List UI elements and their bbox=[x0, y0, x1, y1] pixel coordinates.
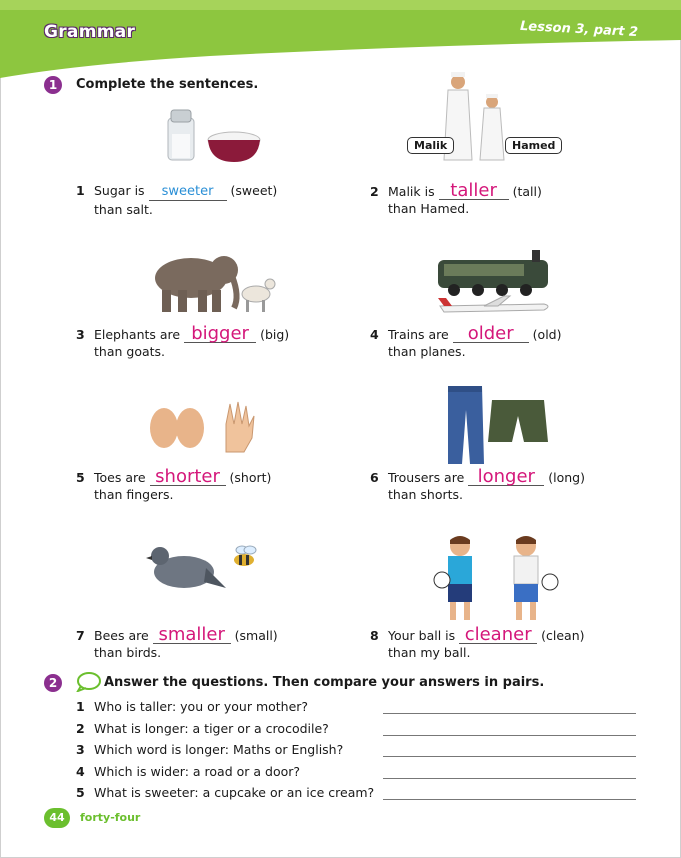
answer-line-1[interactable] bbox=[383, 713, 636, 714]
sentence-item-1: 1 Sugar is sweeter (sweet) than salt. bbox=[76, 183, 278, 217]
question-text: What is sweeter: a cupcake or an ice cream? bbox=[94, 785, 375, 800]
sentence-4-end: than planes. bbox=[388, 344, 466, 359]
hint-4: (old) bbox=[532, 327, 562, 342]
sentence-8-start: Your ball is bbox=[388, 628, 456, 643]
exercise-2-number: 2 bbox=[44, 674, 62, 692]
speech-bubble-icon bbox=[76, 672, 102, 692]
sentence-5-start: Toes are bbox=[94, 470, 146, 485]
label-malik: Malik bbox=[407, 137, 454, 154]
page-title: Grammar bbox=[44, 22, 136, 42]
lesson-label: Lesson 3, part 2 bbox=[519, 18, 639, 41]
elephant-goat-image bbox=[146, 250, 276, 316]
sentence-item-6: 6 Trousers are longer (long) than shorts. bbox=[370, 466, 585, 502]
answer-line-5[interactable] bbox=[383, 799, 636, 800]
question-text: Which is wider: a road or a door? bbox=[94, 764, 301, 779]
bird-bee-image bbox=[146, 538, 270, 596]
sentence-7-start: Bees are bbox=[94, 628, 149, 643]
question-text: Who is taller: you or your mother? bbox=[94, 699, 309, 714]
hint-2: (tall) bbox=[512, 184, 542, 199]
sentence-6-start: Trousers are bbox=[388, 470, 465, 485]
sentence-4-start: Trains are bbox=[388, 327, 449, 342]
sentence-item-4: 4 Trains are older (old) than planes. bbox=[370, 323, 562, 359]
sentence-item-2: 2 Malik is taller (tall) than Hamed. bbox=[370, 180, 542, 216]
label-hamed: Hamed bbox=[505, 137, 562, 154]
sentence-2-end: than Hamed. bbox=[388, 201, 470, 216]
question-row: 4 Which is wider: a road or a door? bbox=[76, 764, 636, 782]
sentence-item-5: 5 Toes are shorter (short) than fingers. bbox=[76, 466, 272, 502]
train-plane-image bbox=[434, 244, 556, 320]
question-text: Which word is longer: Maths or English? bbox=[94, 742, 344, 757]
sentence-6-end: than shorts. bbox=[388, 487, 463, 502]
hint-7: (small) bbox=[234, 628, 278, 643]
hint-6: (long) bbox=[548, 470, 585, 485]
sentence-1-start: Sugar is bbox=[94, 183, 145, 198]
page-number: 44 bbox=[44, 808, 70, 828]
sentence-5-end: than fingers. bbox=[94, 487, 174, 502]
exercise-2-instruction: Answer the questions. Then compare your answers in pairs. bbox=[104, 675, 545, 690]
sentence-1-end: than salt. bbox=[94, 202, 153, 217]
answer-6: longer bbox=[468, 468, 544, 486]
question-row: 3 Which word is longer: Maths or English? bbox=[76, 742, 636, 760]
sentence-3-end: than goats. bbox=[94, 344, 166, 359]
answer-5: shorter bbox=[150, 468, 226, 486]
exercise-1-instruction: Complete the sentences. bbox=[76, 77, 259, 92]
hint-3: (big) bbox=[260, 327, 290, 342]
toes-fingers-image bbox=[146, 398, 266, 454]
question-row: 1 Who is taller: you or your mother? bbox=[76, 699, 636, 717]
sentence-2-start: Malik is bbox=[388, 184, 435, 199]
answer-7: smaller bbox=[153, 626, 231, 644]
page-number-words: forty-four bbox=[80, 811, 141, 824]
question-row: 5 What is sweeter: a cupcake or an ice cream? bbox=[76, 785, 636, 803]
sentence-7-end: than birds. bbox=[94, 645, 162, 660]
trousers-shorts-image bbox=[444, 384, 548, 466]
answer-2: taller bbox=[439, 182, 509, 200]
sentence-8-end: than my ball. bbox=[388, 645, 471, 660]
hint-8: (clean) bbox=[541, 628, 585, 643]
answer-line-2[interactable] bbox=[383, 735, 636, 736]
answer-4: older bbox=[453, 325, 529, 343]
exercise-1-number: 1 bbox=[44, 76, 62, 94]
answer-line-4[interactable] bbox=[383, 778, 636, 779]
salt-sugar-image bbox=[162, 104, 262, 164]
question-row: 2 What is longer: a tiger or a crocodile? bbox=[76, 721, 636, 739]
answer-1: sweeter bbox=[149, 183, 227, 201]
question-text: What is longer: a tiger or a crocodile? bbox=[94, 721, 329, 736]
sentence-item-8: 8 Your ball is cleaner (clean) than my ball. bbox=[370, 624, 585, 660]
answer-line-3[interactable] bbox=[383, 756, 636, 757]
answer-3: bigger bbox=[184, 325, 256, 343]
hint-1: (sweet) bbox=[230, 183, 278, 198]
hint-5: (short) bbox=[229, 470, 272, 485]
sentence-item-3: 3 Elephants are bigger (big) than goats. bbox=[76, 323, 290, 359]
sentence-3-start: Elephants are bbox=[94, 327, 181, 342]
sentence-item-7: 7 Bees are smaller (small) than birds. bbox=[76, 624, 278, 660]
answer-8: cleaner bbox=[459, 626, 537, 644]
boys-ball-image bbox=[430, 532, 562, 624]
